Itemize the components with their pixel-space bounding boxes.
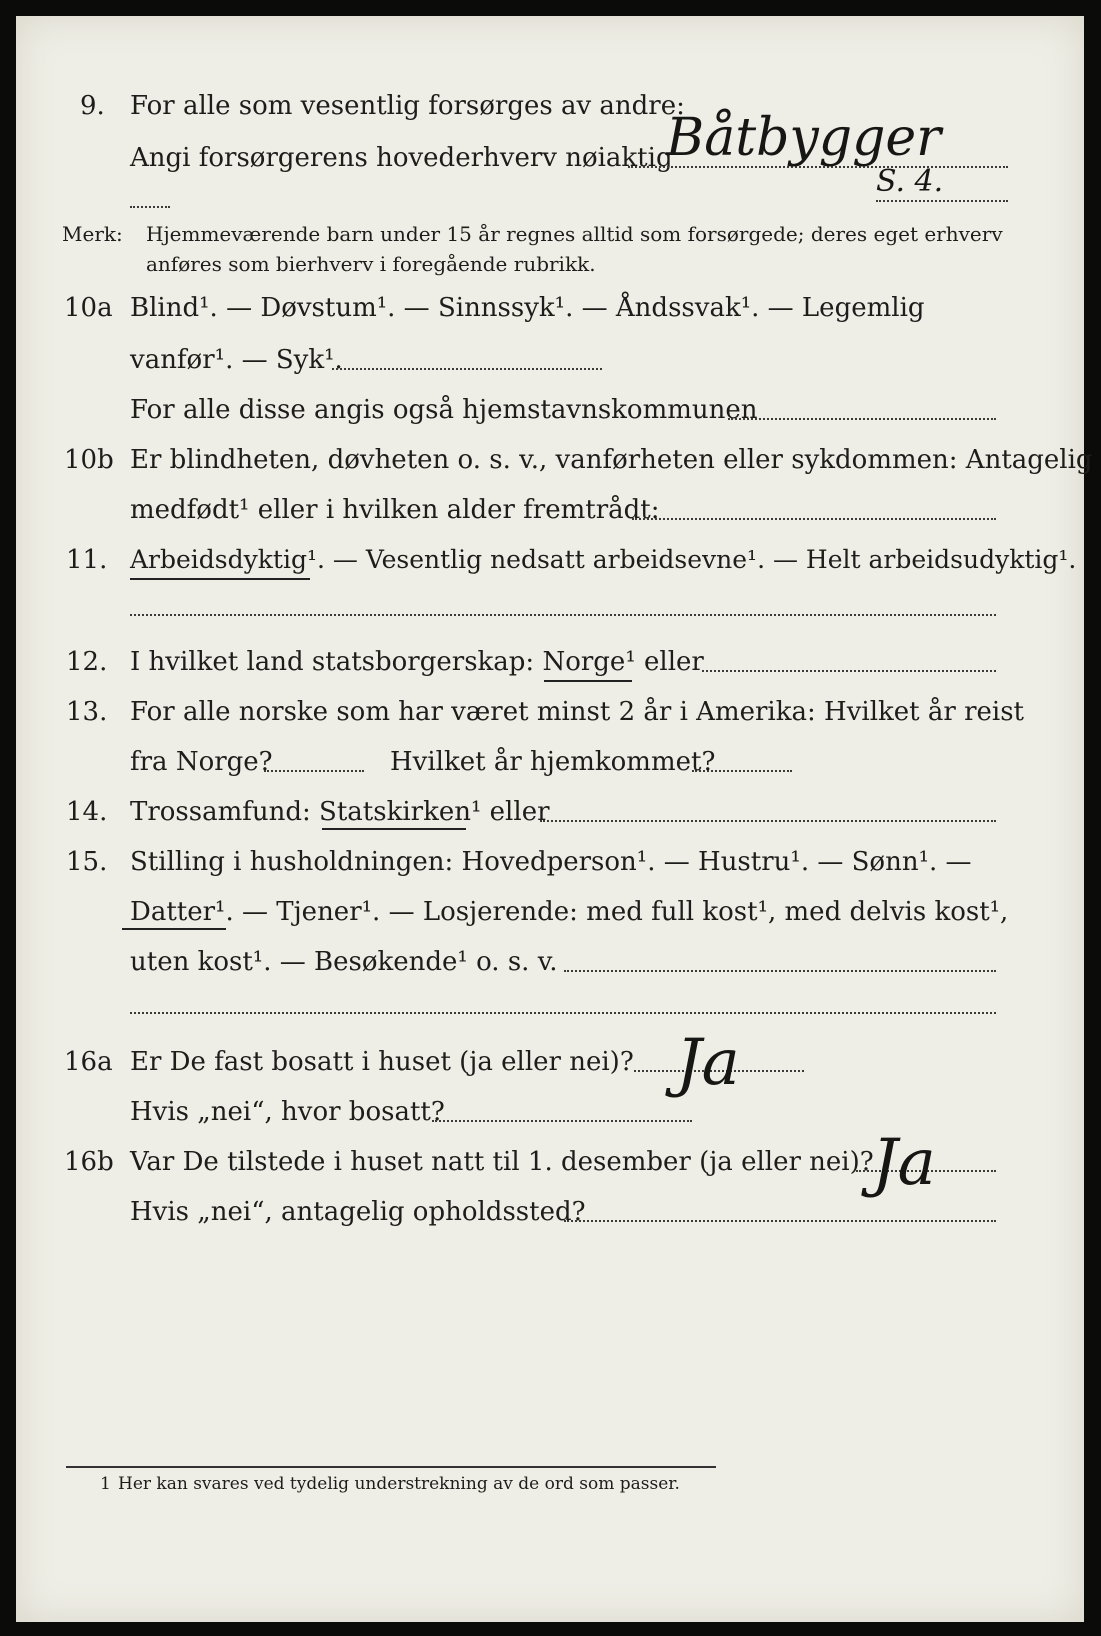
q13-hjemkommet-line: [692, 770, 792, 772]
q11-number: 11.: [66, 545, 108, 575]
q15-underline-datter: [122, 928, 226, 930]
q16b-handwritten-answer: Ja: [872, 1126, 936, 1200]
footnote-text: Her kan svares ved tydelig understrekning av de ord som passer.: [118, 1474, 680, 1494]
q16a-number: 16a: [64, 1047, 113, 1077]
q10b-text-2: medfødt¹ eller i hvilken alder fremtrådt:: [130, 495, 660, 525]
census-form-page: [16, 16, 1093, 1622]
q15-text-1: Stilling i husholdningen: Hovedperson¹. — Hustru¹. — Sønn¹. —: [130, 847, 972, 877]
q15-text-2: Datter¹. — Tjener¹. — Losjerende: med full kost¹, med delvis kost¹,: [130, 897, 1009, 927]
q10a-text-2: vanfør¹. — Syk¹.: [130, 345, 343, 375]
merk-text-2: anføres som bierhverv i foregående rubrikk.: [146, 252, 596, 276]
merk-label: Merk:: [62, 222, 123, 246]
q16b-text-2: Hvis „nei“, antagelig opholdssted?: [130, 1197, 586, 1227]
q15-text-3: uten kost¹. — Besøkende¹ o. s. v.: [130, 947, 558, 977]
q9-handwritten-answer: Båtbygger: [666, 108, 941, 168]
footnote-rule: [66, 1466, 716, 1468]
q9-number: 9.: [80, 91, 105, 121]
q15-answer-line: [564, 970, 996, 972]
q9-text-1: For alle som vesentlig forsørges av andre:: [130, 91, 685, 121]
q16b-text-1: Var De tilstede i huset natt til 1. desember (ja eller nei)?: [130, 1147, 874, 1177]
q13-number: 13.: [66, 697, 108, 727]
q13-text-2b: Hvilket år hjemkommet?: [390, 747, 716, 777]
q16a-text-1: Er De fast bosatt i huset (ja eller nei)?: [130, 1047, 634, 1077]
q11-text: Arbeidsdyktig¹. — Vesentlig nedsatt arbeidsevne¹. — Helt arbeidsudyktig¹.: [130, 545, 1077, 574]
q9-short-line: [130, 206, 170, 208]
q9-text-2: Angi forsørgerens hovederhverv nøiaktig: [130, 143, 673, 173]
q13-reist-line: [264, 770, 364, 772]
q12-text: I hvilket land statsborgerskap: Norge¹ eller: [130, 647, 704, 677]
q16b-number: 16b: [64, 1147, 114, 1177]
merk-text-1: Hjemmeværende barn under 15 år regnes alltid som forsørgede; deres eget erhverv: [146, 222, 1003, 246]
q10a-text-1: Blind¹. — Døvstum¹. — Sinnssyk¹. — Åndssvak¹. — Legemlig: [130, 293, 925, 323]
q14-underline-statskirken: [322, 828, 466, 830]
q10b-number: 10b: [64, 445, 114, 475]
q10b-text-1: Er blindheten, døvheten o. s. v., vanførheten eller sykdommen: Antagelig: [130, 445, 1093, 475]
q9-second-line: [876, 200, 1008, 202]
q12-number: 12.: [66, 647, 108, 677]
q10a-number: 10a: [64, 293, 113, 323]
q9-handwritten-note: S. 4.: [876, 164, 944, 199]
q15-number: 15.: [66, 847, 108, 877]
q10a-text-3: For alle disse angis også hjemstavnskommunen: [130, 395, 758, 425]
q14-number: 14.: [66, 797, 108, 827]
q10a-kommune-line: [728, 418, 996, 420]
q16a-text-2: Hvis „nei“, hvor bosatt?: [130, 1097, 445, 1127]
q11-underline-arbeidsdyktig: [130, 578, 310, 580]
q12-underline-norge: [544, 680, 632, 682]
q11-answer-line: [130, 614, 996, 616]
footnote-mark: 1: [100, 1474, 111, 1494]
q13-text-2a: fra Norge?: [130, 747, 273, 777]
q14-answer-line: [540, 820, 996, 822]
q16a-handwritten-answer: Ja: [676, 1026, 740, 1100]
q13-text-1: For alle norske som har været minst 2 år i Amerika: Hvilket år reist: [130, 697, 1024, 727]
q14-text: Trossamfund: Statskirken¹ eller: [130, 797, 550, 827]
q16a-bosatt-line: [432, 1120, 692, 1122]
q16b-opholdssted-line: [564, 1220, 996, 1222]
q10a-syk-line: [332, 368, 602, 370]
q12-answer-line: [702, 670, 996, 672]
q15-extra-line: [130, 1012, 996, 1014]
q10b-answer-line: [632, 518, 996, 520]
